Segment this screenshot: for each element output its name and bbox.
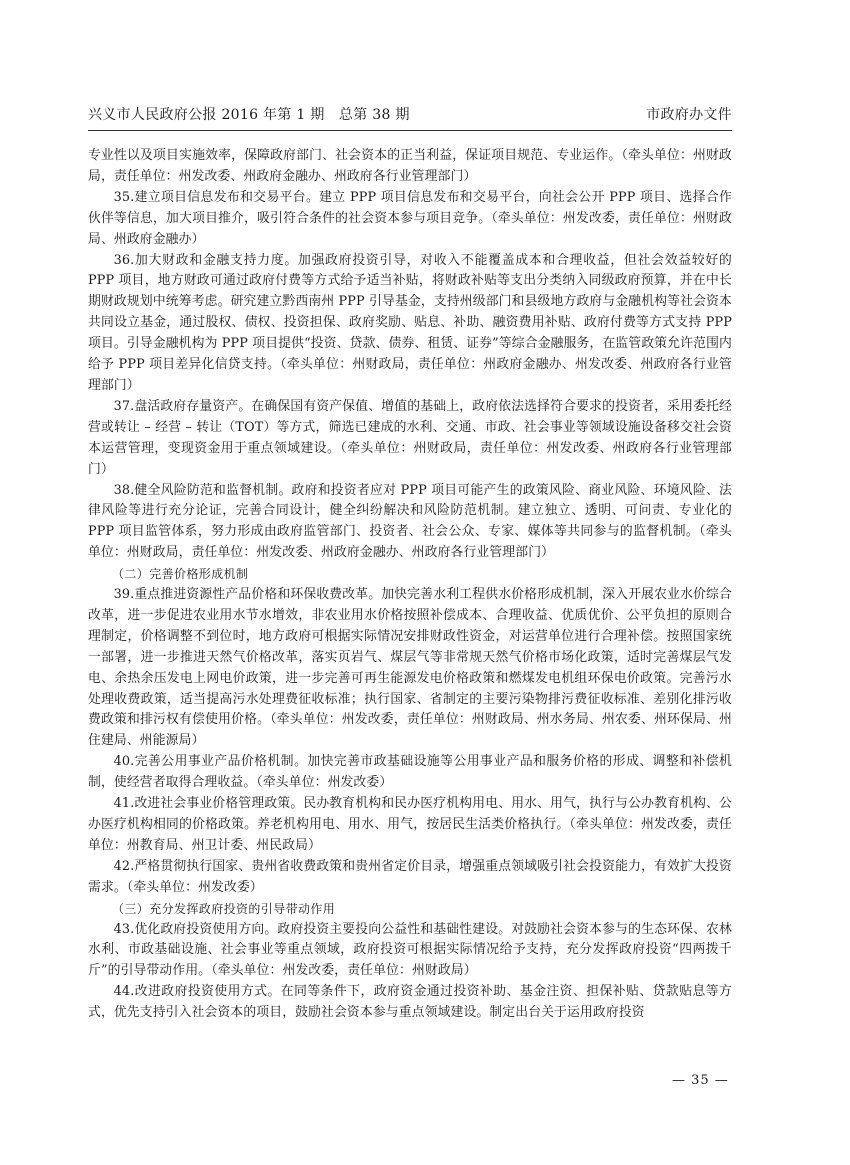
header-section-title: 市政府办文件 bbox=[646, 107, 732, 123]
paragraph-item-41: 41.改进社会事业价格管理政策。民办教育机构和民办医疗机构用电、用水、用气，执行与公办教育机构、公办医疗机构相同的价格政策。养老机构用电、用水、用气，按居民生活类价格执行。（牵头单位：州发改委，责任单位：州教育局、州卫计委、州民政局） bbox=[88, 796, 732, 853]
header-publication-title: 兴义市人民政府公报 2016 年第 1 期 总第 38 期 bbox=[88, 107, 410, 123]
page-number: — 35 — bbox=[672, 1073, 729, 1088]
paragraph-item-42: 42.严格贯彻执行国家、贵州省收费政策和贵州省定价目录，增强重点领域吸引社会投资能力，有效扩大投资需求。（牵头单位：州发改委） bbox=[88, 858, 732, 895]
page-header bbox=[88, 106, 732, 124]
paragraph-item-39: 39.重点推进资源性产品价格和环保收费改革。加快完善水利工程供水价格形成机制，深入开展农业水价综合改革，进一步促进农业用水节水增效，非农业用水价格按照补偿成本、合理收益、优质优价、公平负担的原则合理制定，价格调整不到位时，地方政府可根据实际情况安排财政性资金，对运营单位进行合理补偿。按照国家统一部署，进一步推进天然气价格改革，落实页岩气、煤层气等非常规天然气价格市场化政策，适时完善煤层气发电、余热余压发电上网电价政策，进一步完善可再生能源发电价格政策和燃煤发电机组环保电价政策。完善污水处理收费政策，适当提高污水处理费征收标准；执行国家、省制定的主要污染物排污费征收标准、差别化排污收费政策和排污权有偿使用价格。（牵头单位：州发改委，责任单位：州财政局、州水务局、州农委、州环保局、州住建局、州能源局） bbox=[88, 587, 732, 749]
paragraph-item-40: 40.完善公用事业产品价格机制。加快完善市政基础设施等公用事业产品和服务价格的形成、调整和补偿机制，使经营者取得合理收益。（牵头单位：州发改委） bbox=[88, 754, 732, 791]
paragraph-item-44: 44.改进政府投资使用方式。在同等条件下，政府资金通过投资补助、基金注资、担保补贴、贷款贴息等方式，优先支持引入社会资本的项目，鼓励社会资本参与重点领域建设。制定出台关于运用政府投资 bbox=[88, 984, 732, 1021]
paragraph-item-38: 38.健全风险防范和监督机制。政府和投资者应对 PPP 项目可能产生的政策风险、商业风险、环境风险、法律风险等进行充分论证，完善合同设计，健全纠纷解决和风险防范机制。建立独立、透明、可问责、专业化的 PPP 项目监管体系，努力形成由政府监管部门、投资者、社会公众、专家、媒体等共同参与的监督机制。（牵头单位：州财政局，责任单位：州发改委、州政府金融办、州政府各行业管理部门） bbox=[88, 482, 732, 561]
document-body bbox=[88, 146, 732, 1024]
paragraph-item-43: 43.优化政府投资使用方向。政府投资主要投向公益性和基础性建设。对鼓励社会资本参与的生态环保、农林水利、市政基础设施、社会事业等重点领域，政府投资可根据实际情况给予支持，充分发挥政府投资“四两拨千斤”的引导带动作用。（牵头单位：州发改委，责任单位：州财政局） bbox=[88, 921, 732, 979]
section-heading-3: （三）充分发挥政府投资的引导带动作用 bbox=[112, 901, 336, 916]
header-divider bbox=[88, 130, 732, 131]
paragraph-item-35: 35.建立项目信息发布和交易平台。建立 PPP 项目信息发布和交易平台，向社会公开 PPP 项目、选择合作伙伴等信息，加大项目推介，吸引符合条件的社会资本参与项目竞争。（牵头单位：州发改委，责任单位：州财政局、州政府金融办） bbox=[88, 189, 732, 247]
paragraph-continued: 专业性以及项目实施效率，保障政府部门、社会资本的正当利益，保证项目规范、专业运作。（牵头单位：州财政局，责任单位：州发改委、州政府金融办、州政府各行业管理部门） bbox=[88, 148, 732, 184]
paragraph-item-37: 37.盘活政府存量资产。在确保国有资产保值、增值的基础上，政府依法选择符合要求的投资者，采用委托经营或转让 – 经营 – 转让（TOT）等方式，筛选已建成的水利、交通、市政、社会事业等领域设施设备移交社会资本运营管理，变现资金用于重点领域建设。（牵头单位：州财政局，责任单位：州发改委、州政府各行业管理部门） bbox=[88, 398, 732, 477]
paragraph-item-36: 36.加大财政和金融支持力度。加强政府投资引导，对收入不能覆盖成本和合理收益，但社会效益较好的 PPP 项目，地方财政可通过政府付费等方式给予适当补贴，将财政补贴等支出分类纳入同级政府预算，并在中长期财政规划中统筹考虑。研究建立黔西南州 PPP 引导基金，支持州级部门和县级地方政府与金融机构等社会资本共同设立基金，通过股权、债权、投资担保、政府奖励、贴息、补助、融资费用补贴、政府付费等方式支持 PPP 项目。引导金融机构为 PPP 项目提供“投资、贷款、债券、租赁、证券”等综合金融服务，在监管政策允许范围内给予 PPP 项目差异化信贷支持。（牵头单位：州财政局，责任单位：州政府金融办、州发改委、州政府各行业管理部门） bbox=[88, 252, 732, 393]
section-heading-2: （二）完善价格形成机制 bbox=[112, 567, 249, 582]
